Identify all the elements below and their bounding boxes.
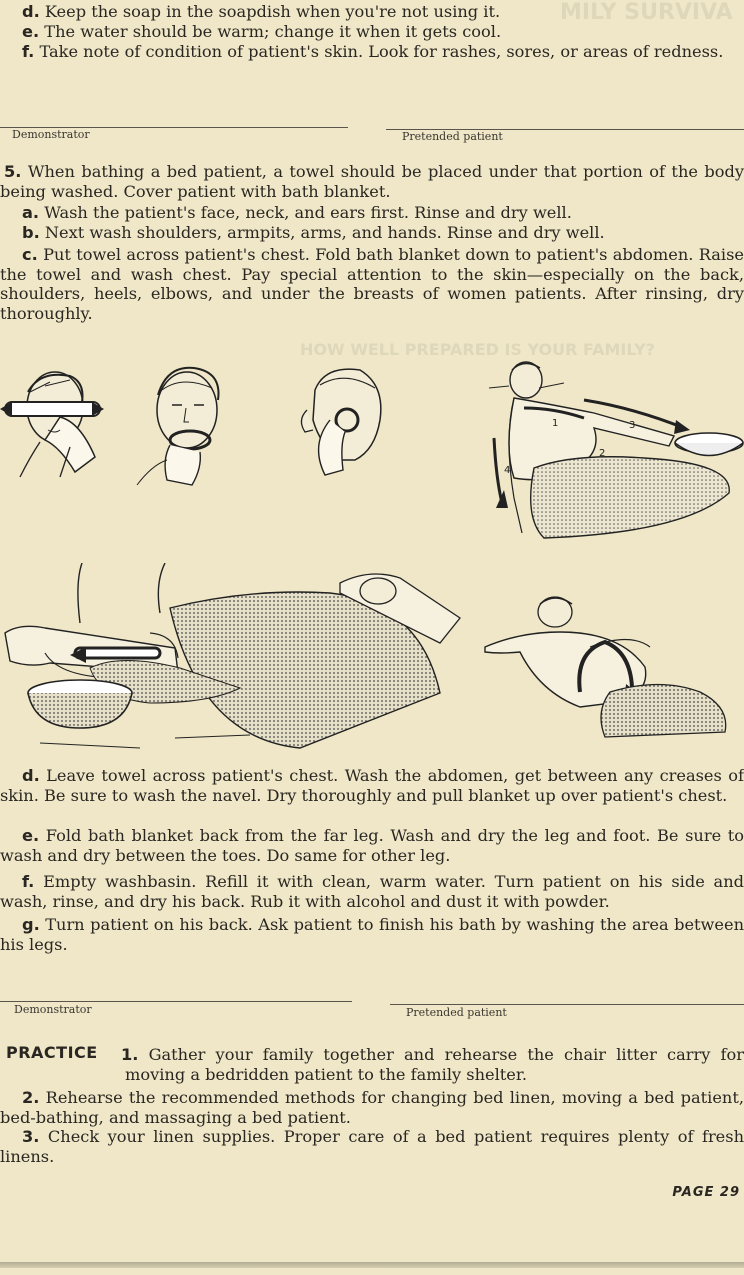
item-text: Keep the soap in the soapdish when you're not using it. <box>39 2 501 21</box>
item-label: 3. <box>22 1127 40 1146</box>
item-label: d. <box>22 2 40 21</box>
step-5d <box>0 766 744 805</box>
signature-label-demonstrator: Demonstrator <box>12 128 90 141</box>
signature-label-patient: Pretended patient <box>406 1006 507 1019</box>
signature-label-patient: Pretended patient <box>402 130 503 143</box>
practice-heading: PRACTICE <box>6 1043 98 1062</box>
item-text: Gather your family together and rehearse the chair litter carry for moving a bedridden patient to the family shelter. <box>125 1045 744 1084</box>
page-number: PAGE 29 <box>672 1185 740 1200</box>
figure-number: 3 <box>629 420 636 431</box>
item-text: Wash the patient's face, neck, and ears first. Rinse and dry well. <box>39 203 572 222</box>
item-text: The water should be warm; change it when it gets cool. <box>39 22 502 41</box>
step-5c <box>0 245 744 323</box>
item-text: Take note of condition of patient's skin. Look for rashes, sores, or areas of redness. <box>34 42 724 61</box>
item-text: Leave towel across patient's chest. Wash the abdomen, get between any creases of skin. Be sure to wash the navel. Dry thoroughly and pull blanket up over patient's chest. <box>0 766 744 805</box>
illustration-washing-face <box>0 362 120 482</box>
item-label: g. <box>22 915 40 934</box>
step-5a <box>0 203 744 223</box>
item-text: Put towel across patient's chest. Fold bath blanket down to patient's abdomen. Raise the towel and wash chest. Pay special attention to the skin—especially on the back, shoulders, heels, elbows, and under the breasts of women patients. After rinsing, dry thoroughly. <box>0 245 744 323</box>
item-text: Check your linen supplies. Proper care of a bed patient requires plenty of fresh linens. <box>0 1127 744 1166</box>
signature-line-patient <box>390 1004 744 1005</box>
item-d-soap <box>0 2 744 22</box>
practice-item-3 <box>0 1127 744 1166</box>
item-label: a. <box>22 203 40 222</box>
item-label: c. <box>22 245 38 264</box>
illustration-washing-legs <box>0 563 470 758</box>
item-label: f. <box>22 872 35 891</box>
step-5e <box>0 826 744 865</box>
step-5f <box>0 872 744 911</box>
figure-number: 2 <box>599 448 606 459</box>
step-label: 5. <box>4 162 22 181</box>
practice-item-1 <box>121 1045 744 1084</box>
figure-number: 1 <box>552 418 559 429</box>
item-label: d. <box>22 766 40 785</box>
page-bottom-edge <box>0 1262 744 1268</box>
item-text: Fold bath blanket back from the far leg. Wash and dry the leg and foot. Be sure to wash and dry between the toes. Do same for other leg. <box>0 826 744 865</box>
item-text: Rehearse the recommended methods for changing bed linen, moving a bed patient, bed-bathing, and massaging a bed patient. <box>0 1088 744 1127</box>
item-text: Next wash shoulders, armpits, arms, and hands. Rinse and dry well. <box>39 223 605 242</box>
show-through-text: HOW WELL PREPARED IS YOUR FAMILY? <box>300 340 655 359</box>
step-5b <box>0 223 744 243</box>
step-5g <box>0 915 744 954</box>
item-label: 1. <box>121 1045 139 1064</box>
figure-number: 4 <box>504 465 511 476</box>
illustration-washing-mouth <box>132 360 242 490</box>
signature-label-demonstrator: Demonstrator <box>14 1003 92 1016</box>
step-5 <box>0 162 744 201</box>
item-label: f. <box>22 42 35 61</box>
item-label: b. <box>22 223 40 242</box>
item-label: e. <box>22 22 40 41</box>
step-text: When bathing a bed patient, a towel should be placed under that portion of the body being washed. Cover patient with bath blanket. <box>0 162 744 201</box>
show-through-text: MILY SURVIVA <box>560 0 733 25</box>
practice-item-2 <box>0 1088 744 1127</box>
illustration-washing-chest-arms <box>484 358 744 548</box>
illustration-washing-ear <box>285 360 390 485</box>
item-e-water <box>0 22 744 42</box>
item-label: e. <box>22 826 40 845</box>
item-f-skin <box>0 42 744 62</box>
item-text: Empty washbasin. Refill it with clean, warm water. Turn patient on his side and wash, rinse, and dry his back. Rub it with alcohol and dust it with powder. <box>0 872 744 911</box>
item-text: Turn patient on his back. Ask patient to finish his bath by washing the area between his legs. <box>0 915 744 954</box>
signature-line-demonstrator <box>0 1001 352 1002</box>
illustration-washing-back <box>480 592 744 742</box>
item-label: 2. <box>22 1088 40 1107</box>
